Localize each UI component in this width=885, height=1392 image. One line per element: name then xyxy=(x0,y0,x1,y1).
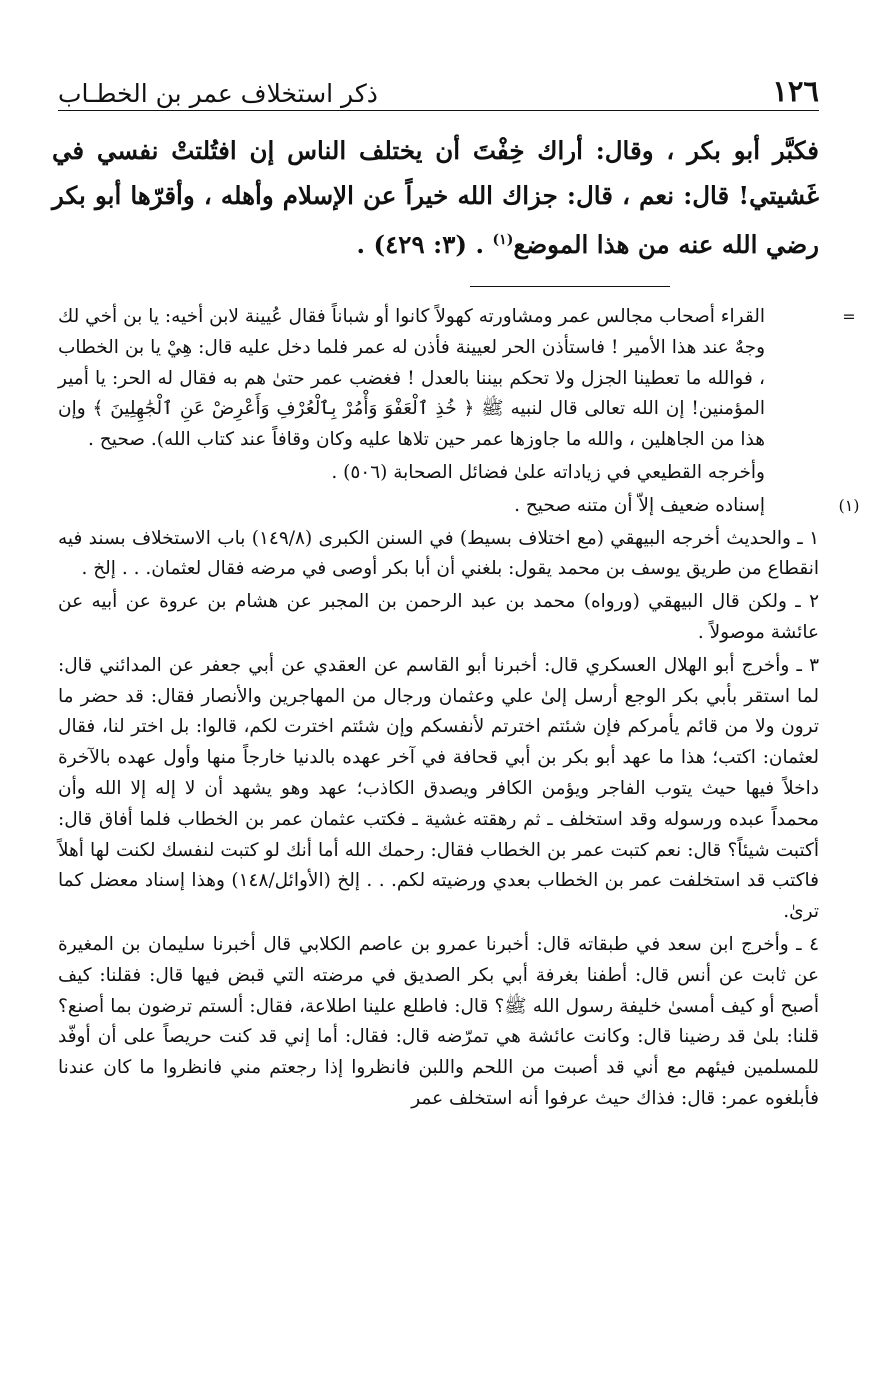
main-paragraph-text: فكبَّر أبو بكر ، وقال: أراك خِفْتَ أن يختلف الناس إن افتُلتتْ نفسي في غَشيتي! قال: نعم ، قال: جزاك الله خيراً عن الإسلام وأهله ، وأقرّها أبو بكر رضي الله عنه من هذا الموضع xyxy=(52,136,819,260)
footnote-continued-text: القراء أصحاب مجالس عمر ومشاورته كهولاً كانوا أو شباناً فقال عُيينة لابن أخيه: يا بن أخي لك وجهٌ عند هذا الأمير ! فاستأذن الحر لعيينة فأذن له عمر فلما دخل عليه قال: هِيْ يا بن الخطاب ، فوالله ما تعطينا الجزل ولا تحكم بيننا بالعدل ! فغضب عمر حتىٰ هم به فقال له الحر: يا أمير المؤمنين! إن الله تعالى قال لنبيه ﷺ ﴿ خُذِ ٱلْعَفْوَ وَأْمُرْ بِٱلْعُرْفِ وَأَعْرِضْ عَنِ ٱلْجَٰهِلِينَ ﴾ وإن هذا من الجاهلين ، والله ما جاوزها عمر حين تلاها عليه وكان وقافاً عند كتاب الله). صحيح . xyxy=(58,306,765,451)
running-title: ذكر استخلاف عمر بن الخطـاب xyxy=(58,79,378,108)
citation: . (٣: ٤٢٩) . xyxy=(356,230,485,260)
main-text xyxy=(52,128,819,267)
footnote-item: ٤ ـ وأخرج ابن سعد في طبقاته قال: أخبرنا عمرو بن عاصم الكلابي قال أخبرنا سليمان بن المغيرة عن ثابت عن أنس قال: أطفنا بغرفة أبي بكر الصديق في مرضته التي قبض فيها قال: فقلنا: كيف أصبح أو كيف أمسىٰ خليفة رسول الله ﷺ؟ قال: فاطلع علينا اطلاعة، فقال: ألستم ترضون بما أصنع؟ قلنا: بلىٰ قد رضينا قال: وكانت عائشة هي تمرّضه قال: فقال: أما إني قد كنت حريصاً على أن أوفّد للمسلمين فيئهم مع أني قد أصبت من اللحم واللبن فانظروا إذا رجعتم مني فانظروا ما كان عندنا فأبلغوه عمر: قال: فذاك حيث عرفوا أنه استخلف عمر xyxy=(58,933,819,1109)
footnote-item: ٢ ـ ولكن قال البيهقي (ورواه) محمد بن عبد الرحمن بن المجبر عن هشام بن عروة عن أبيه عن عائشة موصولاً . xyxy=(58,591,819,643)
footnote-continued xyxy=(58,302,856,456)
footnotes xyxy=(58,302,860,1117)
footnote-item: ١ ـ والحديث أخرجه البيهقي (مع اختلاف بسيط) في السنن الكبرى (١٤٩/٨) باب الاستخلاف بسند فيه انقطاع من طريق يوسف بن محمد يقول: بلغني أن أبا بكر أوصى في مرضه فقال لعثمان. . . إلخ . xyxy=(58,527,819,580)
page-header xyxy=(58,62,819,111)
footnote-1-marker: (١) xyxy=(838,495,860,515)
main-paragraph xyxy=(52,128,819,267)
footnote-1 xyxy=(58,491,860,522)
continued-marker: = xyxy=(842,307,856,326)
footnote-1-lead: إسناده ضعيف إلاّ أن متنه صحيح . xyxy=(514,494,765,516)
footnote-reference[interactable]: (١) xyxy=(492,232,514,248)
footnote-separator xyxy=(470,286,670,287)
page-number: ١٢٦ xyxy=(772,74,819,108)
footnote-continued-extra: وأخرجه القطيعي في زياداته علىٰ فضائل الصحابة (٥٠٦) . xyxy=(331,461,765,483)
footnote-item: ٣ ـ وأخرج أبو الهلال العسكري قال: أخبرنا أبو القاسم عن العقدي عن أبي جعفر عن المدائني قال: لما استقر بأبي بكر الوجع أرسل إلىٰ علي وعثمان ورجال من المهاجرين والأنصار فقال: قد حضر ما ترون ولا من قائم يأمركم فإن شئتم اخترتم لأنفسكم وإن شئتم اخترت لكم، قالوا: بل اختر لنا، فقال لعثمان: اكتب؛ هذا ما عهد أبو بكر بن أبي قحافة في آخر عهده بالدنيا خارجاً منها وأول عهده بالآخرة داخلاً فيها حيث يتوب الفاجر ويؤمن الكافر ويصدق الكاذب؛ عهد وهو يشهد أن لا إله إلا الله وأن محمداً عبده ورسوله وقد استخلف ـ ثم رهقته غشية ـ فكتب عثمان عمر بن الخطاب فلما أفاق قال: أكتبت شيئاً؟ قال: نعم كتبت عمر بن الخطاب فقال: رحمك الله أما أنك لو كتبت لنفسك لكنت لها أهلاً فاكتب قد استخلفت عمر بن الخطاب بعدي ورضيته لكم. . . إلخ (الأوائل/١٤٨) وهذا إسناد معضل كما ترىٰ. xyxy=(58,654,819,923)
